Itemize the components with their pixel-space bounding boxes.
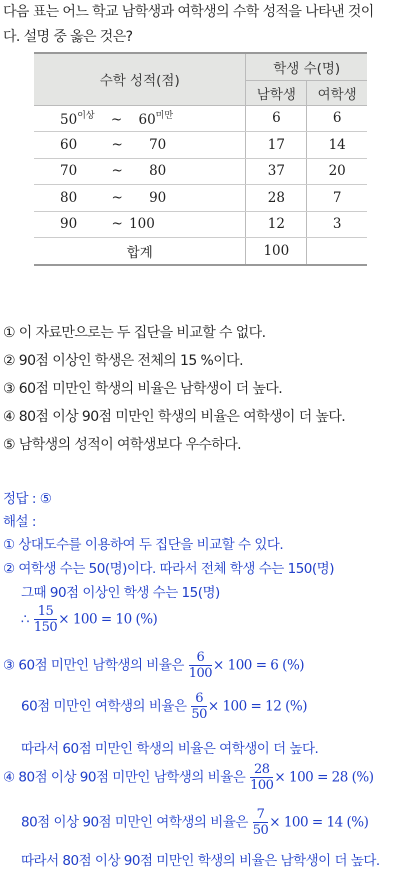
total-female (307, 238, 367, 265)
score-range: 60 ~ 70 (34, 132, 246, 159)
header-students: 학생 수(명) (246, 53, 367, 80)
solution-step-3a: ③ 60점 미만인 남학생의 비율은 $\frac{6}{100}$ × 100 = 6 (%) (3, 650, 305, 681)
total-row (34, 238, 367, 265)
male-count: 17 (246, 132, 307, 159)
female-count: 7 (307, 185, 367, 212)
table-row (34, 185, 367, 212)
fraction: $\frac{15}{150}$ (33, 604, 58, 635)
female-count: 3 (307, 211, 367, 238)
question-text (3, 0, 397, 50)
score-range: $50^{이상}$ ~ $60^{미만}$ (34, 105, 246, 132)
solution-label: 해설 : (3, 514, 36, 530)
female-count: 20 (307, 158, 367, 185)
header-female: 여학생 (307, 80, 367, 105)
solution-step-3c: 따라서 60점 미만인 학생의 비율은 여학생이 더 높다. (21, 741, 319, 757)
male-count: 37 (246, 158, 307, 185)
option-4: ④ 80점 이상 90점 미만인 학생의 비율은 여학생이 더 높다. (3, 409, 346, 425)
option-2: ② 90점 이상인 학생은 전체의 15 %이다. (3, 353, 243, 369)
question-line-2: 다. 설명 중 옳은 것은? (3, 29, 133, 45)
fraction: $\frac{6}{100}$ (188, 650, 213, 681)
header-score: 수학 성적(점) (34, 53, 246, 105)
solution-step-3b: 60점 미만인 여학생의 비율은 $\frac{6}{50}$ × 100 = 12 (%) (21, 691, 307, 722)
table-row (34, 105, 367, 132)
score-range: 80 ~ 90 (34, 185, 246, 212)
answer-line: 정답 : ⑤ (3, 491, 52, 507)
question-line-1: 다음 표는 어느 학교 남학생과 여학생의 수학 성적을 나타낸 것이 (3, 4, 374, 20)
frequency-table (34, 52, 367, 266)
table-row (34, 158, 367, 185)
total-label: 합계 (34, 238, 246, 265)
solution-step-2c: ∴ $\frac{15}{150}$ × 100 = 10 (%) (21, 604, 158, 635)
option-5: ⑤ 남학생의 성적이 여학생보다 우수하다. (3, 437, 241, 453)
table-row (34, 211, 367, 238)
fraction: $\frac{6}{50}$ (191, 691, 207, 722)
solution-step-4a: ④ 80점 이상 90점 미만인 남학생의 비율은 $\frac{28}{100}$ × 100 = 28 (%) (3, 762, 374, 793)
male-count: 6 (246, 105, 307, 132)
table-row (34, 132, 367, 159)
score-range: 70 ~ 80 (34, 158, 246, 185)
female-count: 14 (307, 132, 367, 159)
male-count: 28 (246, 185, 307, 212)
header-male: 남학생 (246, 80, 307, 105)
solution-step-2a: ② 여학생 수는 50(명)이다. 따라서 전체 학생 수는 150(명) (3, 561, 334, 577)
fraction: $\frac{7}{50}$ (252, 807, 269, 838)
total-male: 100 (246, 238, 307, 265)
female-count: 6 (307, 105, 367, 132)
solution-step-4b: 80점 이상 90점 미만인 여학생의 비율은 $\frac{7}{50}$ × 100 = 14 (%) (21, 807, 369, 838)
male-count: 12 (246, 211, 307, 238)
solution-step-2b: 그때 90점 이상인 학생 수는 15(명) (21, 585, 220, 601)
score-range: 90 ~ 100 (34, 211, 246, 238)
option-3: ③ 60점 미만인 학생의 비율은 남학생이 더 높다. (3, 381, 283, 397)
option-1: ① 이 자료만으로는 두 집단을 비교할 수 없다. (3, 325, 266, 341)
fraction: $\frac{28}{100}$ (250, 762, 274, 793)
solution-step-1: ① 상대도수를 이용하여 두 집단을 비교할 수 있다. (3, 537, 284, 553)
solution-step-4c: 따라서 80점 이상 90점 미만인 학생의 비율은 남학생이 더 높다. (21, 853, 380, 869)
